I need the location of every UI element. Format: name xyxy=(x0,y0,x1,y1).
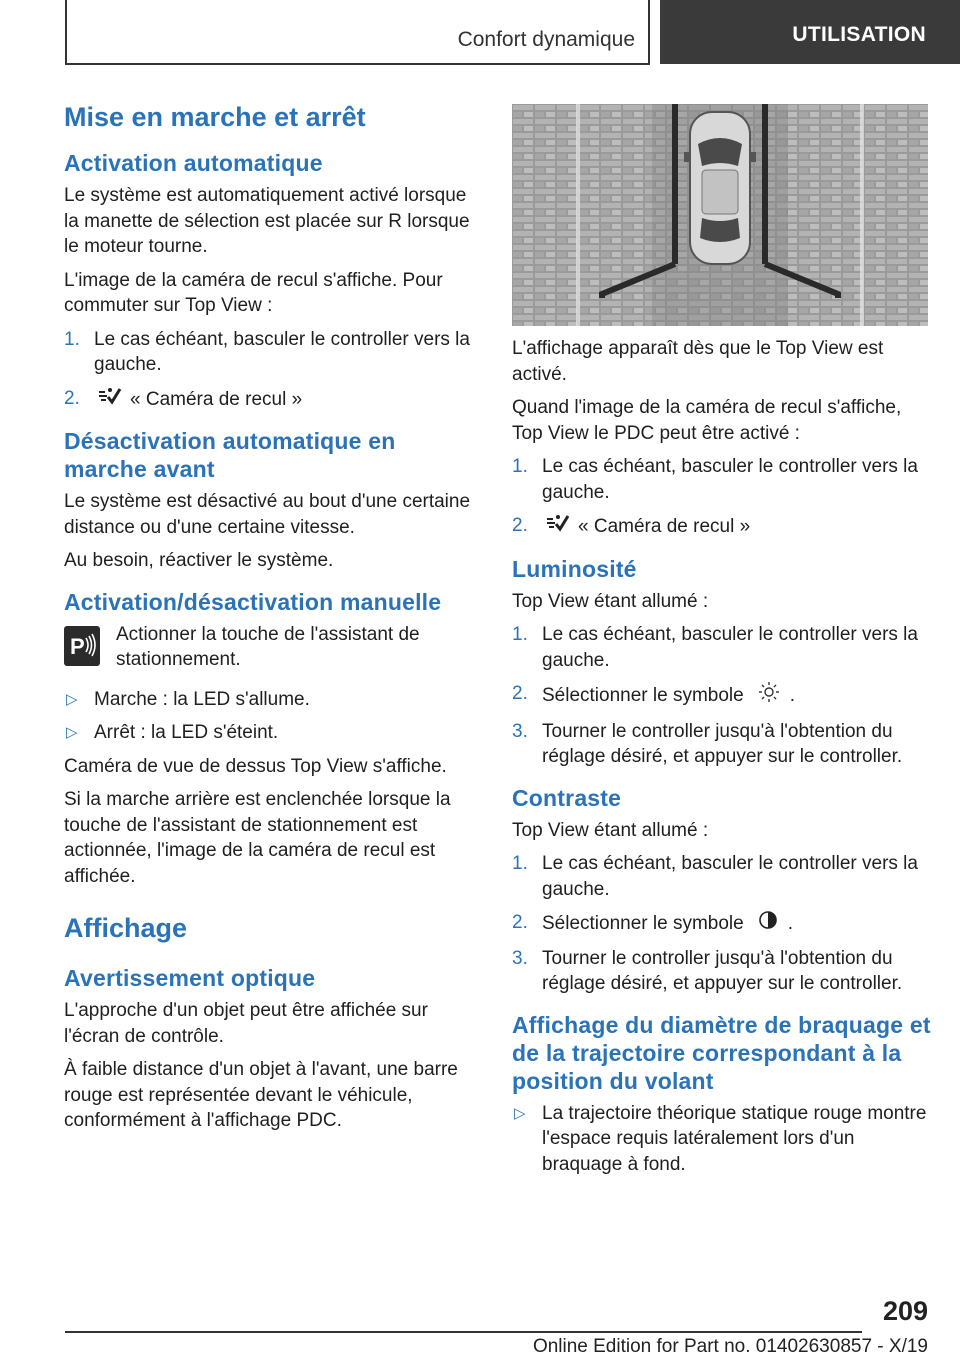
list-item xyxy=(512,681,932,711)
steps-luminosite xyxy=(512,622,932,770)
camera-settings-icon xyxy=(96,386,122,414)
steps-pdc xyxy=(512,454,932,541)
heading-activation-manuelle: Activation/désactivation manuelle xyxy=(64,588,442,615)
step-number: 3. xyxy=(512,947,528,969)
bullets-led xyxy=(64,687,484,746)
step-text: Le cas échéant, basculer le controller vers la gauche. xyxy=(94,328,470,376)
step-text: Le cas échéant, basculer le controller vers la gauche. xyxy=(542,456,918,503)
list-item xyxy=(512,910,932,938)
list-item xyxy=(64,327,484,378)
step-text: Tourner le controller jusqu'à l'obtention du réglage désiré, et appuyer sur le controller. xyxy=(542,947,903,995)
bullets-trajectoire xyxy=(512,1101,932,1178)
heading-luminosite: Luminosité xyxy=(512,555,637,582)
paragraph-image: L'image de la caméra de recul s'affiche. Pour commuter sur Top View : xyxy=(64,269,443,317)
heading-mise-en-marche: Mise en marche et arrêt xyxy=(64,102,366,132)
paragraph-affichage-apparait: L'affichage apparaît dès que le Top View est activé. xyxy=(512,338,884,385)
header-rule-divider xyxy=(648,0,650,64)
step-number: 2. xyxy=(512,683,528,705)
steps-top-view xyxy=(64,327,484,414)
footer-edition: Online Edition for Part no. 01402630857 - X/19 xyxy=(532,1336,928,1357)
contrast-icon xyxy=(758,910,778,938)
svg-text:P: P xyxy=(70,633,85,659)
list-item xyxy=(64,687,484,713)
header-chapter-tab xyxy=(660,0,960,64)
list-item xyxy=(512,946,932,997)
top-view-camera-image xyxy=(512,104,928,326)
step-text: « Caméra de recul » xyxy=(130,388,303,410)
list-item xyxy=(512,622,932,673)
paragraph-touche: Actionner la touche de l'assistant de stationnement. xyxy=(116,623,420,671)
header-rule-bottom xyxy=(65,63,650,65)
list-item xyxy=(512,719,932,770)
step-number: 1. xyxy=(512,456,528,477)
list-item xyxy=(64,720,484,746)
step-number: 1. xyxy=(512,853,528,875)
heading-activation-automatique: Activation automatique xyxy=(64,150,323,177)
paragraph-marche-arriere: Si la marche arrière est enclenchée lorsque la touche de l'assistant de stationnement est actionnée, l'image de la caméra de recul est affichée. xyxy=(64,789,451,887)
heading-braquage: Affichage du diamètre de braquage et de la trajectoire correspondant à la position du volant xyxy=(512,1011,931,1094)
header-section-title: Confort dynamique xyxy=(457,28,635,51)
left-column xyxy=(64,100,484,1142)
step-text: Le cas échéant, basculer le controller vers la gauche. xyxy=(542,853,918,900)
header-chapter-label: UTILISATION xyxy=(792,23,926,46)
step-text: « Caméra de recul » xyxy=(578,515,751,537)
paragraph-luminosite: Top View étant allumé : xyxy=(512,590,709,612)
paragraph-desactivation: Le système est désactivé au bout d'une certaine distance ou d'une certaine vitesse. xyxy=(64,491,471,538)
list-item xyxy=(512,454,932,505)
header-rule-left xyxy=(65,0,67,64)
bullet-text: Marche : la LED s'allume. xyxy=(94,688,310,710)
paragraph-quand: Quand l'image de la caméra de recul s'affiche, Top View le PDC peut être activé : xyxy=(512,397,902,444)
list-item xyxy=(512,1101,932,1178)
camera-settings-icon xyxy=(544,513,570,541)
paragraph-faible: À faible distance d'un objet à l'avant, une barre rouge est représentée devant le véhicule, conformément à l'affichage PDC. xyxy=(64,1059,458,1132)
step-number: 1. xyxy=(512,624,528,646)
bullet-text: La trajectoire théorique statique rouge montre l'espace requis latéralement lors d'un braquage à fond. xyxy=(542,1102,927,1175)
bullet-triangle-icon: ▷ xyxy=(66,690,78,708)
paragraph-contraste: Top View étant allumé : xyxy=(512,819,709,841)
step-suffix: . xyxy=(787,912,793,934)
list-item xyxy=(512,513,932,541)
step-text: Sélectionner le symbole xyxy=(542,912,744,934)
step-suffix: . xyxy=(789,684,795,706)
heading-contraste: Contraste xyxy=(512,784,622,811)
heading-affichage: Affichage xyxy=(64,913,188,944)
step-text: Le cas échéant, basculer le controller vers la gauche. xyxy=(542,624,918,671)
step-number: 2. xyxy=(64,387,80,409)
list-item xyxy=(64,386,484,414)
footer-rule xyxy=(65,1331,862,1333)
paragraph-approche: L'approche d'un objet peut être affichée sur l'écran de contrôle. xyxy=(64,1000,428,1047)
heading-desactivation-automatique: Désactivation automatique en marche avant xyxy=(64,428,396,483)
bullet-triangle-icon: ▷ xyxy=(66,724,78,742)
steps-contraste xyxy=(512,851,932,997)
step-number: 2. xyxy=(512,515,528,536)
paragraph-besoin: Au besoin, réactiver le système. xyxy=(64,550,334,572)
pdc-button-row xyxy=(64,622,484,673)
right-column xyxy=(512,104,932,1185)
parking-assistant-button-icon xyxy=(64,626,100,666)
step-number: 3. xyxy=(512,720,528,742)
bullet-text: Arrêt : la LED s'éteint. xyxy=(94,722,279,744)
page-number: 209 xyxy=(882,1296,928,1326)
step-text: Sélectionner le symbole xyxy=(542,684,744,706)
heading-avertissement: Avertissement optique xyxy=(64,965,316,992)
step-text: Tourner le controller jusqu'à l'obtention du réglage désiré, et appuyer sur le controller. xyxy=(542,720,903,768)
paragraph-camera-vue: Caméra de vue de dessus Top View s'affiche. xyxy=(64,755,447,777)
brightness-icon xyxy=(758,681,780,711)
step-number: 1. xyxy=(64,328,80,350)
paragraph-auto: Le système est automatiquement activé lorsque la manette de sélection est placée sur R lorsque le moteur tourne. xyxy=(64,185,470,258)
list-item xyxy=(512,851,932,902)
bullet-triangle-icon: ▷ xyxy=(514,1104,526,1122)
step-number: 2. xyxy=(512,912,528,934)
